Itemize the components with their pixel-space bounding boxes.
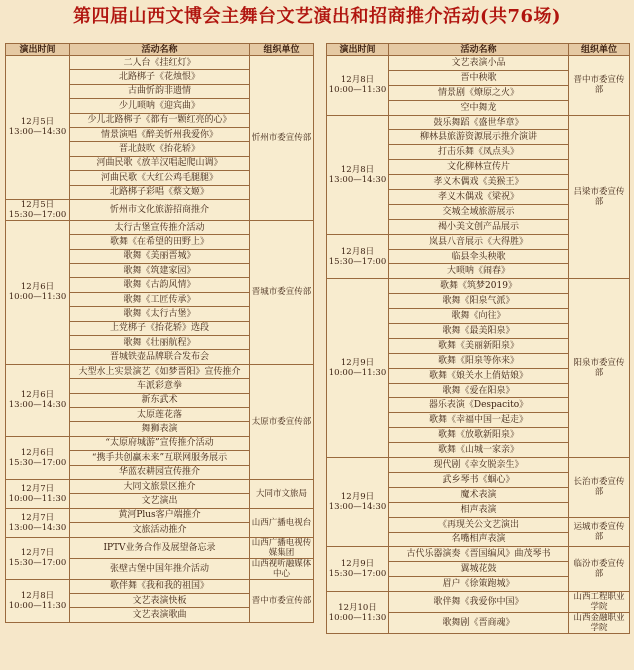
activity-cell: 器乐表演《Despacito》 (389, 398, 569, 413)
activity-cell: 孝义木偶戏《梁祝》 (389, 190, 569, 205)
table-row (327, 547, 630, 562)
activity-cell: 相声表演 (389, 502, 569, 517)
time-cell (6, 220, 70, 364)
date-text: 12月8日 (340, 246, 375, 257)
date-text: 12月10日 (338, 602, 377, 613)
activity-cell: 忻州市文化旅游招商推介 (70, 199, 250, 220)
activity-cell: 歌舞《放歌新阳泉》 (389, 428, 569, 443)
table-row (6, 479, 314, 493)
activity-cell: 歌舞《古韵风情》 (70, 278, 250, 292)
activity-cell: 文艺表演快板 (70, 593, 250, 607)
time-range-text: 10:00—11:30 (328, 85, 387, 96)
activity-cell: 歌舞《在希望的田野上》 (70, 235, 250, 249)
time-range-text: 13:00—14:30 (8, 522, 67, 533)
date-text: 12月7日 (20, 483, 55, 494)
activity-cell: 大型水上实景演艺《如梦晋阳》宣传推介 (70, 364, 250, 378)
table-row (327, 279, 630, 294)
activity-cell: 歌舞剧《晋商魂》 (389, 613, 569, 634)
activity-cell: 北路梆子彩唱《蔡文姬》 (70, 185, 250, 199)
activity-cell: 歌舞《筑梦2019》 (389, 279, 569, 294)
activity-cell: 河曲民歌《放羊汉唱起爬山调》 (70, 156, 250, 170)
table-row (327, 115, 630, 130)
activity-cell: 歌舞《阳泉气派》 (389, 294, 569, 309)
time-cell (327, 458, 389, 547)
activity-cell: 鼓乐舞蹈《盛世华章》 (389, 115, 569, 130)
activity-cell: 文艺表演小品 (389, 56, 569, 71)
activity-cell: 歌伴舞《我和我的祖国》 (70, 579, 250, 593)
time-cell (327, 115, 389, 234)
activity-cell: 张壁古堡中国年推介活动 (70, 558, 250, 579)
activity-cell: 晋中秧歌 (389, 70, 569, 85)
header-time: 演出时间 (327, 44, 389, 56)
table-row (6, 56, 314, 70)
activity-cell: 情景演唱《醉美忻州我爱你》 (70, 127, 250, 141)
activity-cell: 歌舞《美丽新阳泉》 (389, 338, 569, 353)
activity-cell: 文旅活动推介 (70, 523, 250, 537)
time-range-text: 15:30—17:00 (328, 569, 387, 580)
org-cell: 晋中市委宣传部 (569, 56, 630, 116)
activity-cell: 大同文旅景区推介 (70, 479, 250, 493)
schedule-table-left (5, 43, 314, 623)
activity-cell: 歌舞《向往》 (389, 309, 569, 324)
activity-cell: 歌舞《幸福中国一起走》 (389, 413, 569, 428)
org-cell: 运城市委宣传部 (569, 517, 630, 547)
date-text: 12月7日 (20, 512, 55, 523)
time-range-text: 13:00—14:30 (328, 502, 387, 513)
table-row (6, 508, 314, 522)
time-cell (6, 508, 70, 537)
activity-cell: “携手共创赢未来”互联网服务展示 (70, 451, 250, 465)
time-range-text: 10:00—11:30 (328, 612, 387, 623)
activity-cell: 古代乐器演奏《晋国编风》曲茂琴书 (389, 547, 569, 562)
activity-cell: 文艺演出 (70, 494, 250, 508)
activity-cell: 车派彩意拳 (70, 379, 250, 393)
activity-cell: 文化柳林宣传片 (389, 160, 569, 175)
time-range-text: 15:30—17:00 (8, 457, 67, 468)
activity-cell: 歌舞《太行古堡》 (70, 307, 250, 321)
time-cell (327, 56, 389, 116)
time-range-text: 10:00—11:30 (328, 368, 387, 379)
time-range-text: 15:30—17:00 (8, 558, 67, 568)
activity-cell: 歌舞《爱在阳泉》 (389, 383, 569, 398)
org-cell: 山西广播电视台 (250, 508, 314, 537)
date-text: 12月8日 (340, 164, 375, 175)
org-cell: 太原市委宣传部 (250, 364, 314, 479)
page-title: 第四届山西文博会主舞台文艺演出和招商推介活动(共76场) (72, 6, 562, 27)
time-cell (6, 479, 70, 508)
time-range-text: 10:00—11:30 (8, 493, 67, 504)
table-row (6, 364, 314, 378)
activity-cell: 二人台《挂红灯》 (70, 56, 250, 70)
activity-cell: 武乡琴书《蝈心》 (389, 472, 569, 487)
org-cell: 长治市委宣传部 (569, 458, 630, 518)
org-cell: 山西视听融媒体中心 (250, 558, 314, 579)
header-activity: 活动名称 (70, 44, 250, 56)
org-cell: 阳泉市委宣传部 (569, 279, 630, 458)
activity-cell: 打击乐舞《凤点头》 (389, 145, 569, 160)
table-row (6, 220, 314, 234)
activity-cell: 歌舞《工匠传承》 (70, 292, 250, 306)
table-row (327, 592, 630, 613)
activity-cell: 歌舞《壮丽航程》 (70, 336, 250, 350)
activity-cell: 《再现关公文艺演出 (389, 517, 569, 532)
date-text: 12月9日 (340, 559, 375, 570)
date-text: 12月8日 (20, 590, 55, 601)
activity-cell: 太行古堡宣传推介活动 (70, 220, 250, 234)
activity-cell: 文艺表演歌曲 (70, 608, 250, 622)
time-cell (6, 537, 70, 579)
time-cell (327, 547, 389, 592)
activity-cell: 少儿唢呐《迎宾曲》 (70, 99, 250, 113)
activity-cell: 大唢呐《闹春》 (389, 264, 569, 279)
time-range-text: 13:00—14:30 (8, 127, 67, 138)
activity-cell: 歌舞《阳泉等你来》 (389, 353, 569, 368)
table-row (6, 579, 314, 593)
activity-cell: 岚县八音展示《大得胜》 (389, 234, 569, 249)
activity-cell: 现代剧《幸女脱亲生》 (389, 458, 569, 473)
activity-cell: 柳林县旅游资源展示推介演讲 (389, 130, 569, 145)
activity-cell: 舞狮表演 (70, 422, 250, 436)
table-row (327, 56, 630, 71)
activity-cell: 河曲民歌《大红公鸡毛腿腿》 (70, 171, 250, 185)
activity-cell: 歌舞《最美阳泉》 (389, 324, 569, 339)
activity-cell: 太原莲花落 (70, 407, 250, 421)
date-text: 12月6日 (20, 282, 55, 293)
activity-cell: 黄河Plus客户端推介 (70, 508, 250, 522)
time-cell (6, 436, 70, 479)
org-cell: 吕梁市委宣传部 (569, 115, 630, 279)
time-range-text: 13:00—14:30 (8, 400, 67, 411)
date-text: 12月5日 (20, 117, 55, 128)
time-range-text: 15:30—17:00 (8, 209, 67, 220)
activity-cell: 晋北鼓吹《抬花轿》 (70, 142, 250, 156)
time-range-text: 13:00—14:30 (328, 174, 387, 185)
time-cell (6, 364, 70, 436)
header-activity: 活动名称 (389, 44, 569, 56)
time-cell (327, 234, 389, 279)
activity-cell: 华蓝农耕园宣传推介 (70, 465, 250, 479)
time-cell (6, 579, 70, 622)
activity-cell: 歌舞《山城一家亲》 (389, 443, 569, 458)
time-cell (6, 199, 70, 220)
activity-cell: 翼城花鼓 (389, 562, 569, 577)
activity-cell: 少儿北路梆子《都有一颗红亮的心》 (70, 113, 250, 127)
activity-cell: 魔术表演 (389, 487, 569, 502)
activity-cell: 交城全域旅游展示 (389, 204, 569, 219)
activity-cell: 孝义木偶戏《美猴王》 (389, 175, 569, 190)
time-range-text: 15:30—17:00 (328, 256, 387, 267)
activity-cell: 临县伞头秧歌 (389, 249, 569, 264)
date-text: 12月9日 (340, 358, 375, 369)
table-row (327, 458, 630, 473)
activity-cell: 褐小美文创产品展示 (389, 219, 569, 234)
header-org: 组织单位 (569, 44, 630, 56)
org-cell: 晋城市委宣传部 (250, 220, 314, 364)
org-cell: 临汾市委宣传部 (569, 547, 630, 592)
activity-cell: 名嘴相声表演 (389, 532, 569, 547)
org-cell: 晋中市委宣传部 (250, 579, 314, 622)
activity-cell: 晋城铁壶品牌联合发布会 (70, 350, 250, 364)
org-cell: 忻州市委宣传部 (250, 56, 314, 221)
header-time: 演出时间 (6, 44, 70, 56)
time-range-text: 10:00—11:30 (8, 292, 67, 303)
date-text: 12月7日 (20, 548, 55, 558)
org-cell: 山西广播电视传媒集团 (250, 537, 314, 558)
activity-cell: 歌舞《筑建家园》 (70, 264, 250, 278)
activity-cell: “太原府城游”宣传推介活动 (70, 436, 250, 450)
date-text: 12月8日 (340, 75, 375, 86)
time-cell (327, 279, 389, 458)
activity-cell: 眉户《徐策跑城》 (389, 577, 569, 592)
org-cell: 山西工程职业学院 (569, 592, 630, 613)
time-cell (327, 592, 389, 634)
activity-cell: 空中舞龙 (389, 100, 569, 115)
date-text: 12月6日 (20, 447, 55, 458)
time-cell (6, 56, 70, 200)
table-row (6, 537, 314, 558)
header-org: 组织单位 (250, 44, 314, 56)
date-text: 12月6日 (20, 390, 55, 401)
activity-cell: 歌伴舞《我爱你中国》 (389, 592, 569, 613)
activity-cell: 古曲忻韵非遗情 (70, 84, 250, 98)
activity-cell: 情景剧《燎原之火》 (389, 85, 569, 100)
activity-cell: 上党梆子《抬花轿》选段 (70, 321, 250, 335)
date-text: 12月9日 (340, 492, 375, 503)
org-cell: 大同市文旅局 (250, 479, 314, 508)
date-text: 12月5日 (20, 199, 55, 210)
org-cell: 山西金融职业学院 (569, 613, 630, 634)
activity-cell: 新东武术 (70, 393, 250, 407)
activity-cell: 歌舞《美丽晋城》 (70, 249, 250, 263)
time-range-text: 10:00—11:30 (8, 600, 67, 611)
activity-cell: 北路梆子《花烛恨》 (70, 70, 250, 84)
activity-cell: 歌舞《娘关水上俏姑娘》 (389, 368, 569, 383)
activity-cell: IPTV业务合作及展望备忘录 (70, 537, 250, 558)
schedule-table-right (326, 43, 630, 634)
